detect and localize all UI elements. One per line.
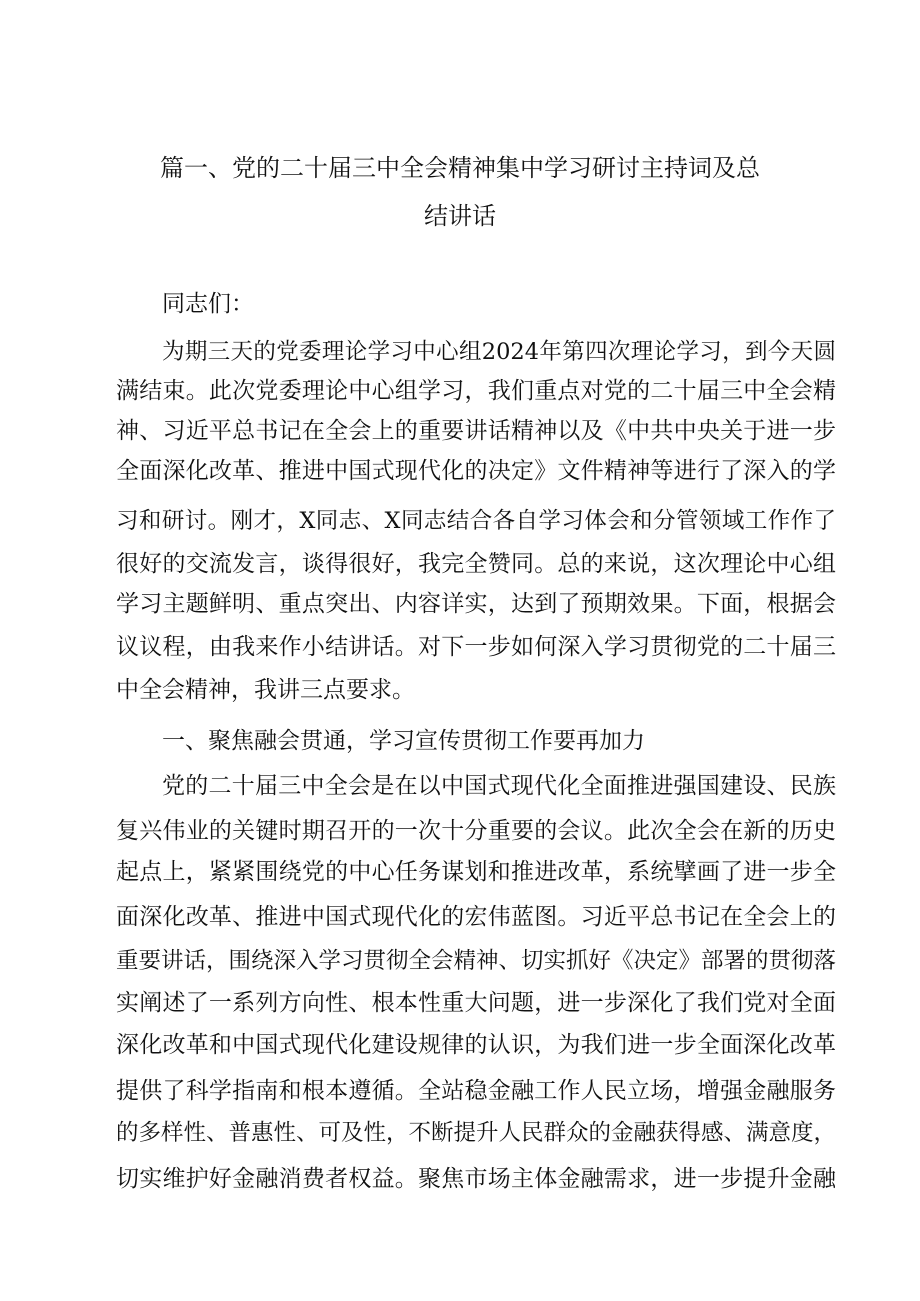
paragraph-2-line: 深化改革和中国式现代化建设规律的认识，为我们进一步全面深化改革	[116, 1032, 836, 1058]
paragraph-2-line: 起点上，紧紧围绕党的中心任务谋划和推进改革，系统擘画了进一步全	[116, 859, 836, 885]
paragraph-1-line: 议议程，由我来作小结讲话。对下一步如何深入学习贯彻党的二十届三	[116, 634, 836, 660]
document-title-line-1: 篇一、党的二十届三中全会精神集中学习研讨主持词及总	[160, 154, 760, 182]
paragraph-1-line: 神、习近平总书记在全会上的重要讲话精神以及《中共中央关于进一步	[116, 418, 836, 444]
paragraph-1-line: 全面深化改革、推进中国式现代化的决定》文件精神等进行了深入的学	[116, 458, 836, 484]
paragraph-2-line: 切实维护好金融消费者权益。聚焦市场主体金融需求，进一步提升金融	[116, 1166, 836, 1192]
paragraph-2-line: 的多样性、普惠性、可及性，不断提升人民群众的金融获得感、满意度，	[116, 1120, 837, 1146]
paragraph-2-line: 面深化改革、推进中国式现代化的宏伟蓝图。习近平总书记在全会上的	[116, 904, 836, 930]
salutation: 同志们：	[162, 291, 254, 317]
paragraph-2-line: 实阐述了一系列方向性、根本性重大问题，进一步深化了我们党对全面	[116, 990, 836, 1016]
paragraph-2-line: 重要讲话，围绕深入学习贯彻全会精神、切实抓好《决定》部署的贯彻落	[116, 948, 837, 974]
paragraph-1-line: 习和研讨。刚才，X同志、X同志结合各自学习体会和分管领域工作作了	[116, 508, 836, 534]
paragraph-2-line: 提供了科学指南和根本遵循。全站稳金融工作人民立场，增强金融服务	[116, 1078, 836, 1104]
paragraph-1-line: 很好的交流发言，谈得很好，我完全赞同。总的来说，这次理论中心组	[116, 551, 836, 577]
paragraph-1-line: 满结束。此次党委理论中心组学习，我们重点对党的二十届三中全会精	[116, 378, 836, 404]
paragraph-1-line: 学习主题鲜明、重点突出、内容详实，达到了预期效果。下面，根据会	[116, 591, 836, 617]
paragraph-1-line: 为期三天的党委理论学习中心组2024年第四次理论学习，到今天圆	[162, 339, 836, 365]
paragraph-1-line: 中全会精神，我讲三点要求。	[116, 677, 415, 703]
paragraph-2-line: 复兴伟业的关键时期召开的一次十分重要的会议。此次全会在新的历史	[116, 818, 836, 844]
document-title-line-2: 结讲话	[424, 202, 496, 230]
paragraph-2-line: 党的二十届三中全会是在以中国式现代化全面推进强国建设、民族	[162, 773, 836, 799]
section-heading-1: 一、聚焦融会贯通，学习宣传贯彻工作要再加力	[162, 728, 645, 754]
